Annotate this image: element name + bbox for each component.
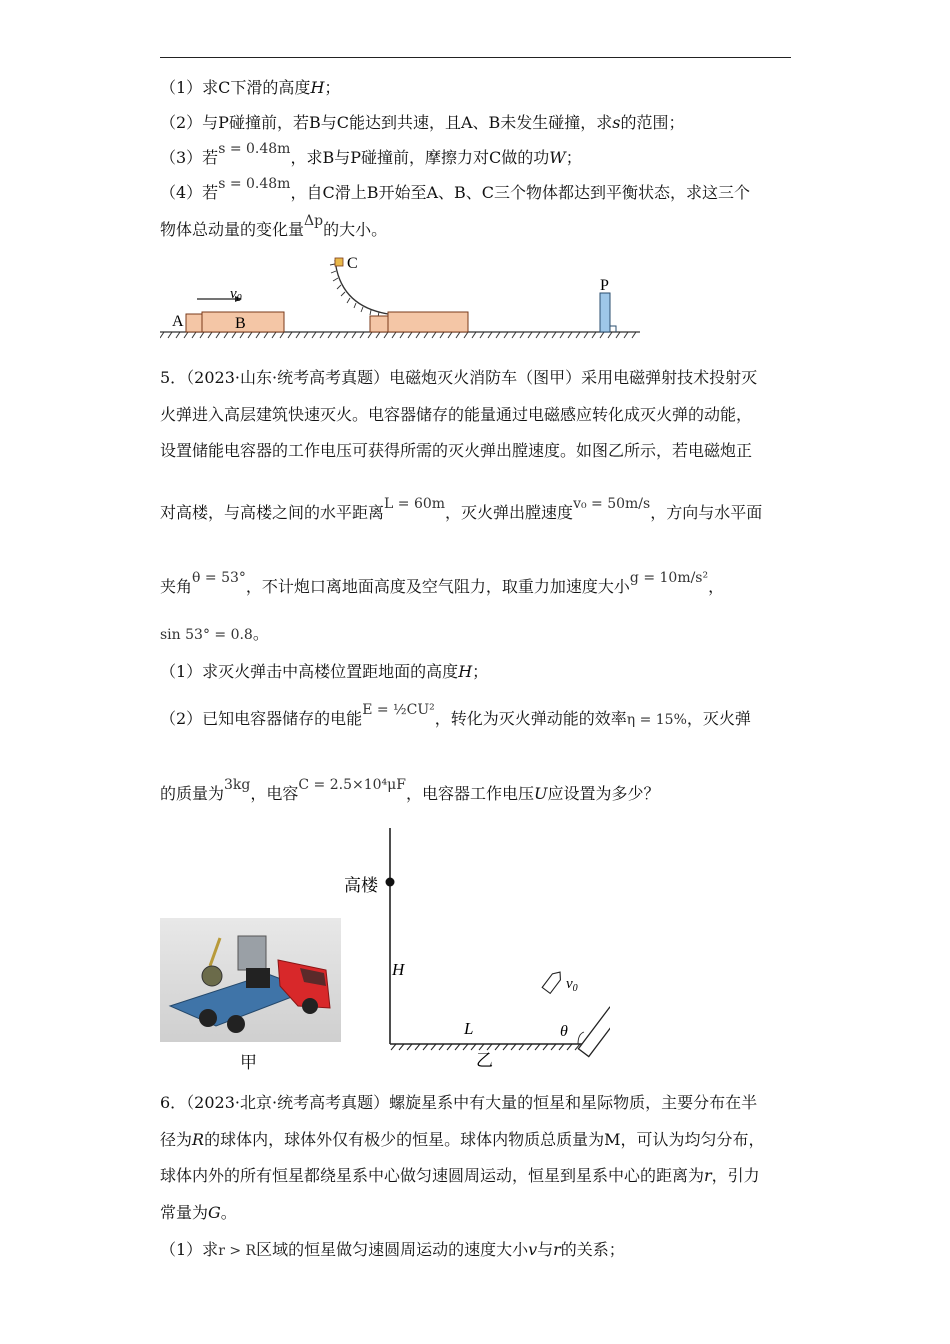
label-P: P: [600, 277, 609, 294]
label-v0: $v_0$: [230, 286, 242, 304]
q5-part2: （2）已知电容器储存的电能E = ½CU²，转化为灭火弹动能的效率η = 15%，灭火弹: [160, 702, 751, 728]
label-theta: θ: [560, 1023, 568, 1040]
block-A: [186, 314, 202, 332]
q4-part3: （3）若s = 0.48m，求B与P碰撞前，摩擦力对C做的功W；: [160, 141, 582, 167]
label-building: 高楼: [344, 876, 378, 895]
q6-part1: （1）求r > R区域的恒星做匀速圆周运动的速度大小v与r的关系；: [160, 1240, 625, 1259]
q4-part2: （2）与P碰撞前，若B与C能达到共速，且A、B未发生碰撞，求s的范围；: [160, 113, 685, 132]
wheel-1: [199, 1009, 217, 1027]
q4-figure: [160, 248, 650, 344]
label-v0: $v_0$: [566, 976, 578, 994]
ground-hatch: [160, 332, 636, 338]
q4-part1: （1）求C下滑的高度H；: [160, 78, 341, 97]
label-C: C: [347, 255, 358, 272]
projectile-shell: [542, 969, 564, 993]
header-rule: [160, 57, 791, 58]
q5-line5: 夹角θ = 53°，不计炮口离地面高度及空气阻力，取重力加速度大小g = 10m/s²，: [160, 570, 725, 596]
cannon-box: [238, 936, 266, 970]
ground-hatch: [391, 1044, 588, 1050]
label-B: B: [235, 315, 246, 332]
caption-yi: 乙: [476, 1051, 493, 1070]
q5-line2: 火弹进入高层建筑快速灭火。电容器储存的能量通过电磁感应转化成灭火弹的动能，: [160, 405, 753, 424]
q6-line2: 径为R的球体内，球体外仅有极少的恒星。球体内物质总质量为M，可认为均匀分布，: [160, 1130, 765, 1149]
post-P: [600, 293, 610, 332]
impact-point: [386, 878, 395, 887]
ramp-support: [370, 316, 388, 332]
label-A: A: [172, 313, 184, 330]
label-H: H: [392, 960, 405, 979]
projectile-diagram: [340, 826, 610, 1076]
q5-line4: 对高楼，与高楼之间的水平距离L = 60m，灭火弹出膛速度v₀ = 50m/s，方向与水平面: [160, 496, 763, 522]
block-C: [335, 258, 343, 266]
q5-line6: sin 53° = 0.8。: [160, 624, 269, 643]
post-P-foot: [610, 326, 616, 332]
q4-part4-cont: 物体总动量的变化量Δp的大小。: [160, 213, 388, 239]
q6-line1: 6．（2023·北京·统考高考真题）螺旋星系中有大量的恒星和星际物质，主要分布在半: [160, 1093, 758, 1112]
label-L: L: [464, 1019, 474, 1038]
wheel-3: [302, 998, 318, 1014]
q4-part4: （4）若s = 0.48m，自C滑上B开始至A、B、C三个物体都达到平衡状态，求这三个: [160, 176, 751, 202]
fire-truck-photo: [160, 918, 341, 1042]
cannon-arm: [210, 938, 220, 966]
capacitor-box: [246, 968, 270, 988]
block-B-right: [388, 312, 468, 332]
q5-part1: （1）求灭火弹击中高楼位置距地面的高度H；: [160, 662, 489, 681]
q5-line1: 5．（2023·山东·统考高考真题）电磁炮灭火消防车（图甲）采用电磁弹射技术投射灭: [160, 368, 758, 387]
cannon-base: [202, 966, 222, 986]
q5-line3: 设置储能电容器的工作电压可获得所需的灭火弹出膛速度。如图乙所示，若电磁炮正: [160, 441, 753, 460]
q6-line4: 常量为G。: [160, 1203, 237, 1222]
q5-part2-cont: 的质量为3kg，电容C = 2.5×10⁴μF，电容器工作电压U应设置为多少？: [160, 777, 660, 803]
q6-line3: 球体内外的所有恒星都绕星系中心做匀速圆周运动，恒星到星系中心的距离为r，引力: [160, 1166, 760, 1185]
caption-jia: 甲: [240, 1053, 257, 1073]
curved-ramp: [335, 260, 388, 314]
wheel-2: [227, 1015, 245, 1033]
